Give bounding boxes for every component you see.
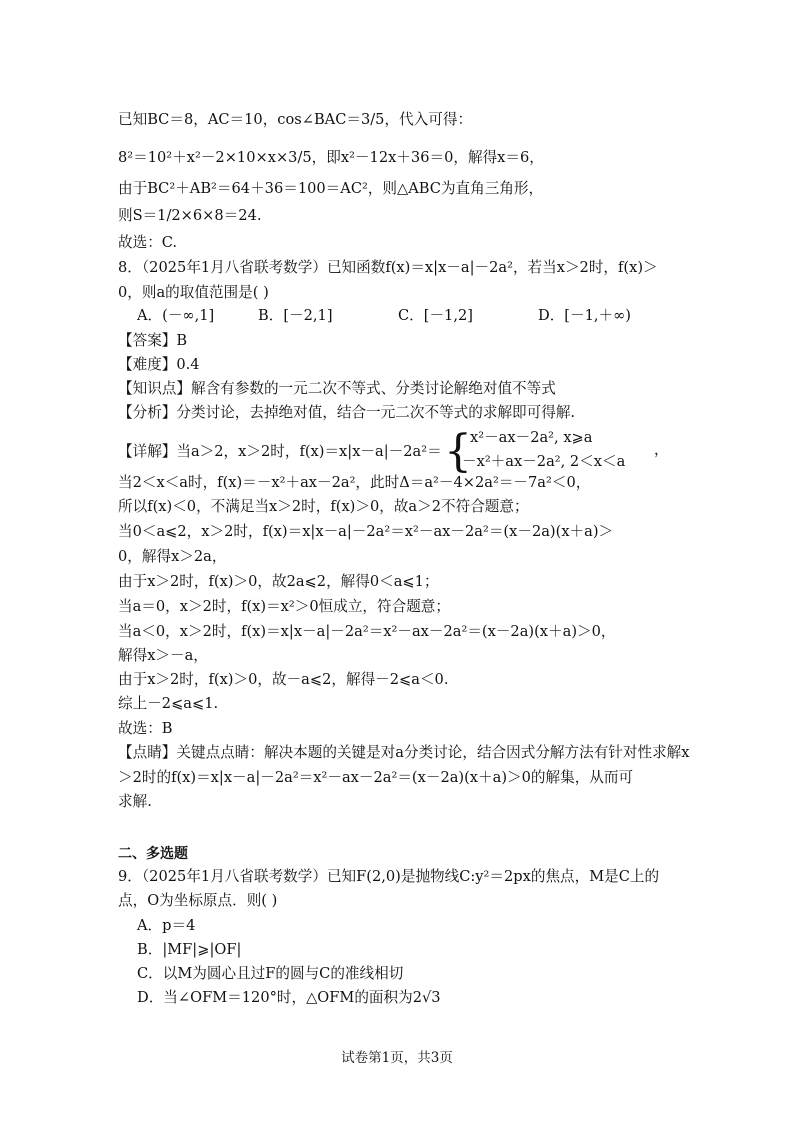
question-8-stem: 8．（2025年1月八省联考数学）已知函数f(x)＝x|x－a|－2a²，若当x＞2时，f(x)＞ [118, 259, 658, 276]
text-line-13: 当2＜x＜a时，f(x)＝－x²＋ax－2a²，此时Δ＝a²－4×2a²＝－7a²＜0， [118, 474, 591, 491]
text-line-1: 已知BC＝8，AC＝10，cos∠BAC＝3/5，代入可得： [118, 111, 473, 128]
piecewise-brace: { [444, 426, 472, 477]
q9-option-d: D．当∠OFM＝120°时，△OFM的面积为2√3 [137, 989, 441, 1006]
question-9-stem: 9．（2025年1月八省联考数学）已知F(2,0)是抛物线C:y²＝2px的焦点，M是C上的 [118, 868, 660, 885]
q8-option-c: C．[－1,2] [398, 307, 473, 324]
q9-option-b: B．|MF|⩾|OF| [137, 941, 242, 958]
analysis-line: 【分析】分类讨论，去掉绝对值，结合一元二次不等式的求解即可得解. [118, 404, 576, 421]
text-line-4: 则S＝1/2×6×8＝24. [118, 207, 262, 224]
text-line-14: 所以f(x)＜0，不满足当x＞2时，f(x)＞0，故a＞2不符合题意； [118, 498, 529, 515]
q9-option-a: A．p＝4 [137, 917, 196, 934]
text-line-23: 故选：B [118, 720, 173, 737]
q8-option-d: D．[－1,＋∞) [538, 307, 631, 324]
remark-line-3: 求解. [118, 793, 152, 810]
text-line-15: 当0＜a⩽2，x＞2时，f(x)＝x|x－a|－2a²＝x²－ax－2a²＝(x－2a)(x＋a)＞ [118, 523, 614, 540]
detail-line: 【详解】当a＞2，x＞2时，f(x)＝x|x－a|－2a²＝ [118, 443, 442, 460]
piecewise-case-1: x²－ax－2a², x⩾a [470, 429, 593, 446]
text-line-17: 由于x＞2时，f(x)＞0，故2a⩽2，解得0＜a⩽1； [118, 573, 439, 590]
q8-option-b: B．[－2,1] [258, 307, 333, 324]
question-8-stem-cont: 0，则a的取值范围是( ) [118, 284, 269, 301]
text-line-22: 综上－2⩽a⩽1. [118, 695, 219, 712]
remark-line-2: ＞2时的f(x)＝x|x－a|－2a²＝x²－ax－2a²＝(x－2a)(x＋a)＞0的解集，从而可 [118, 769, 634, 786]
text-line-3: 由于BC²＋AB²＝64＋36＝100＝AC²，则△ABC为直角三角形， [118, 180, 544, 197]
section-heading: 二、多选题 [118, 846, 188, 862]
knowledge-point-line: 【知识点】解含有参数的一元二次不等式、分类讨论解绝对值不等式 [118, 380, 556, 397]
difficulty-line: 【难度】0.4 [118, 356, 200, 373]
answer-line: 【答案】B [118, 332, 188, 349]
text-line-20: 解得x＞－a， [118, 647, 208, 664]
question-9-stem-cont: 点，O为坐标原点．则( ) [118, 892, 278, 909]
piecewise-tail: ， [654, 441, 669, 458]
page-footer: 试卷第1页，共3页 [341, 1050, 453, 1066]
q9-option-c: C．以M为圆心且过F的圆与C的准线相切 [137, 965, 404, 982]
text-line-21: 由于x＞2时，f(x)＞0，故－a⩽2，解得－2⩽a＜0. [118, 671, 449, 688]
q8-option-a: A．(－∞,1] [137, 307, 215, 324]
text-line-19: 当a＜0，x＞2时，f(x)＝x|x－a|－2a²＝x²－ax－2a²＝(x－2a)(x＋a)＞0， [118, 623, 616, 640]
text-line-5: 故选：C. [118, 234, 178, 251]
text-line-2: 8²＝10²＋x²－2×10×x×3/5，即x²－12x＋36＝0，解得x＝6， [118, 149, 544, 166]
text-line-16: 0，解得x＞2a， [118, 548, 227, 565]
remark-line-1: 【点睛】关键点点睛：解决本题的关键是对a分类讨论，结合因式分解方法有针对性求解x [118, 744, 690, 761]
piecewise-case-2: －x²＋ax－2a², 2＜x＜a [462, 453, 626, 470]
text-line-18: 当a＝0，x＞2时，f(x)＝x²＞0恒成立，符合题意； [118, 598, 450, 615]
